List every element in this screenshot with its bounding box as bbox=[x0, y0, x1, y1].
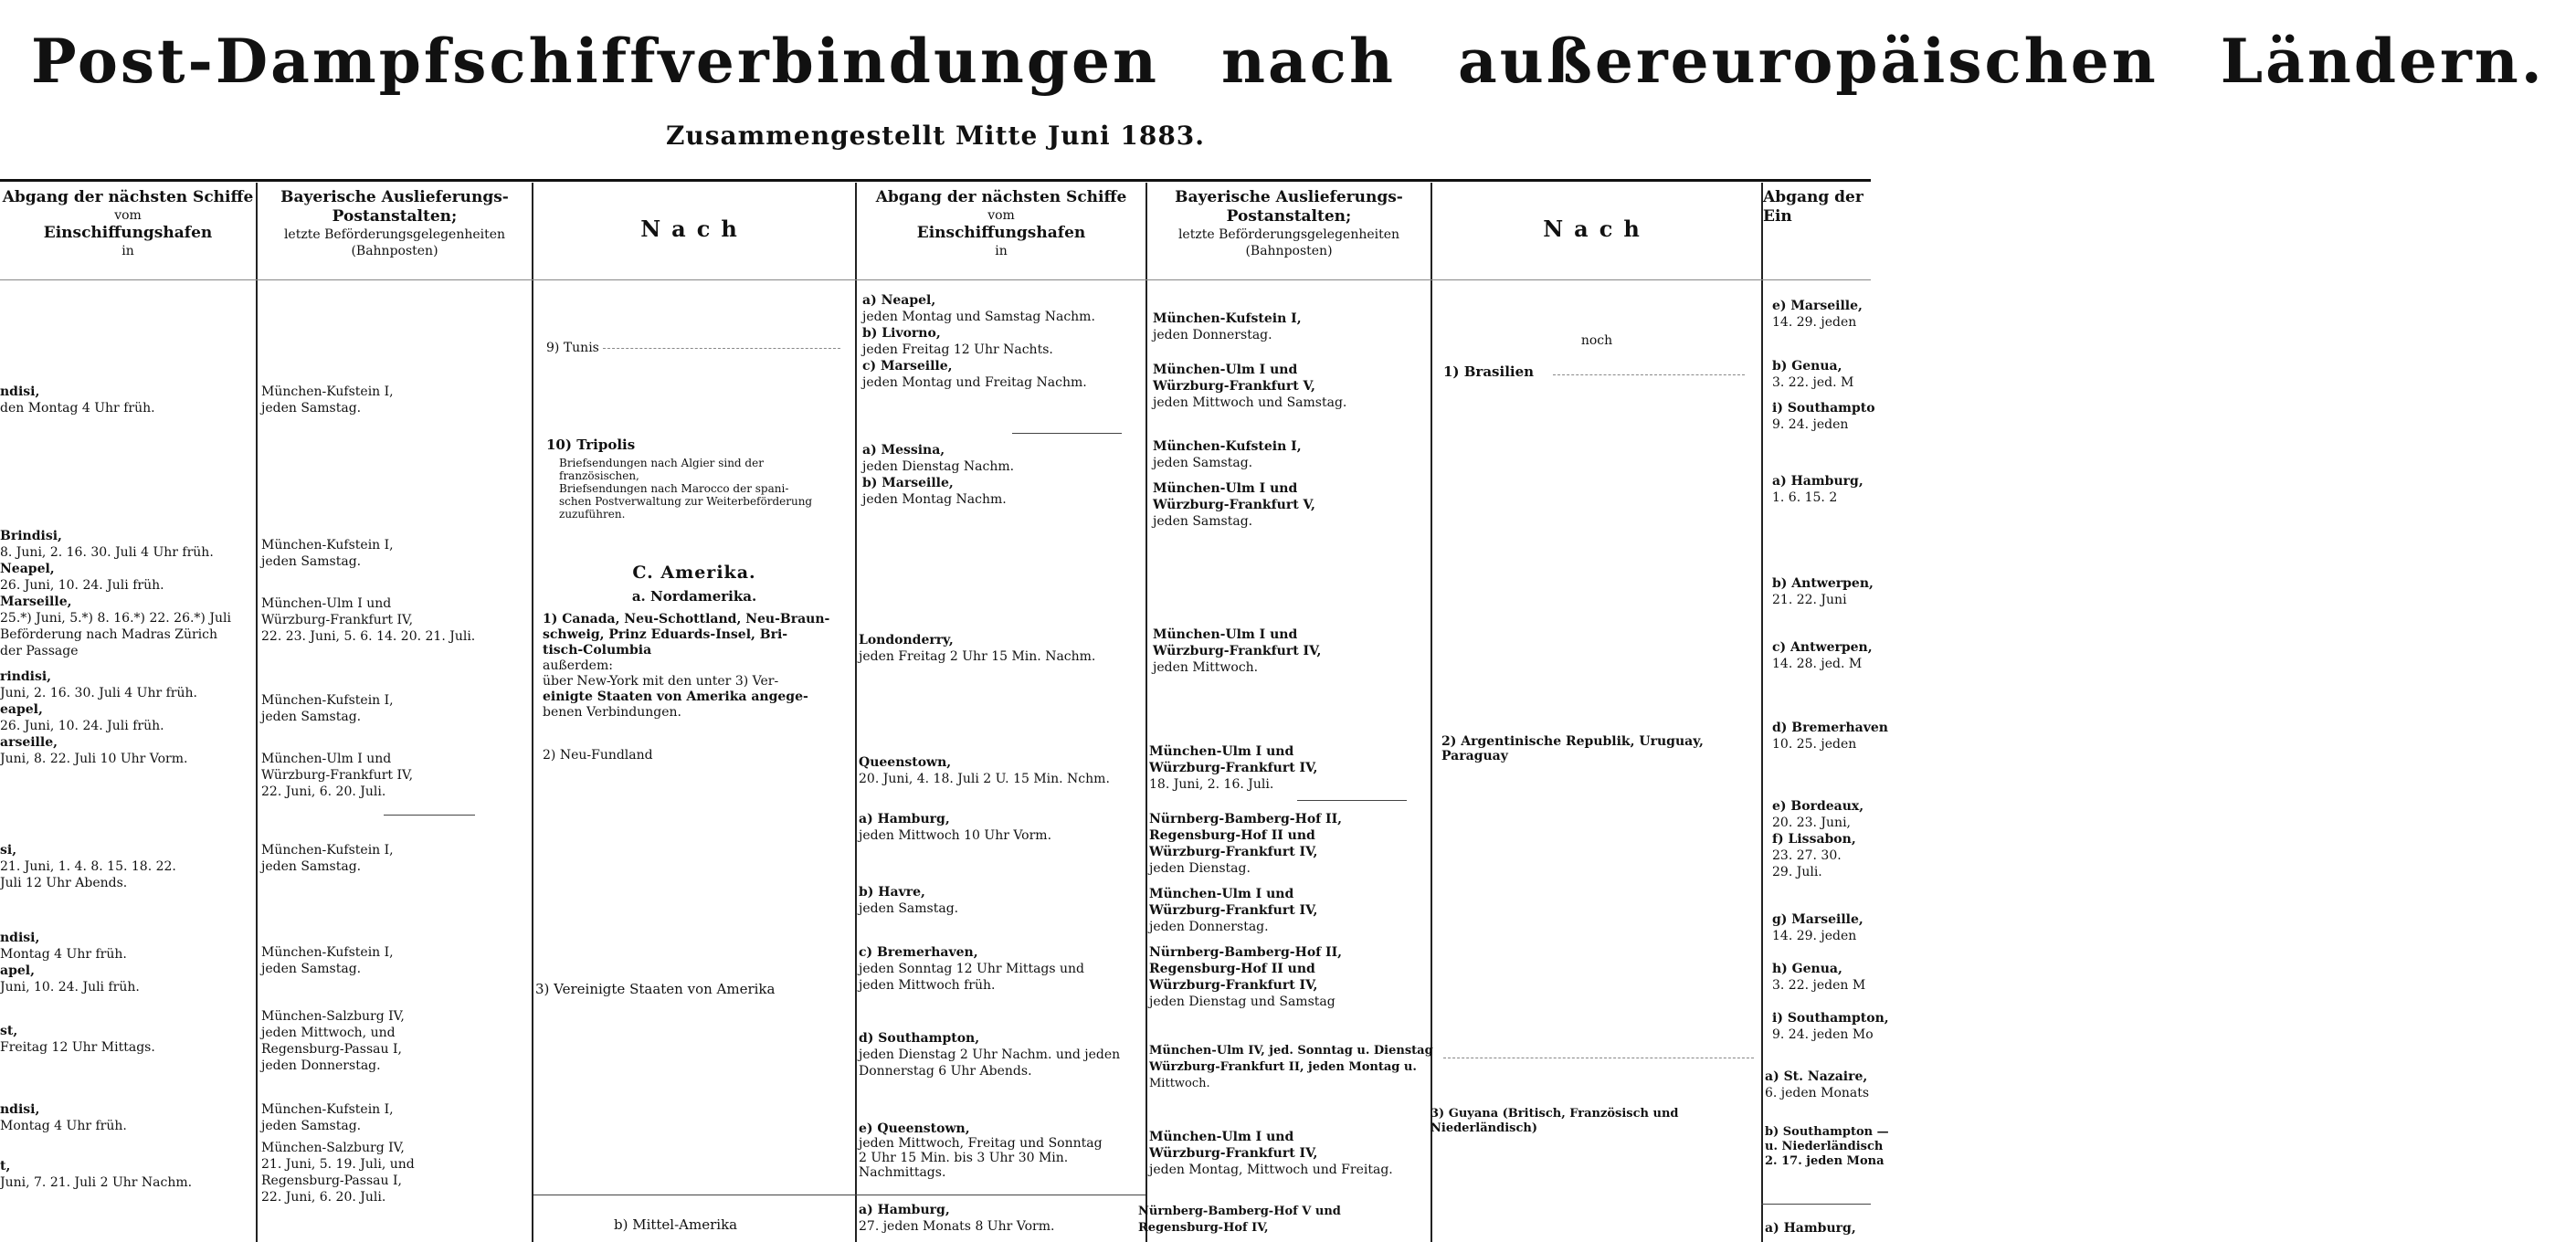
note-line: Briefsendungen nach Marocco der spani- bbox=[559, 482, 789, 495]
col2-line: jeden Samstag. bbox=[261, 859, 362, 874]
col7-line: a) St. Nazaire, bbox=[1765, 1069, 1868, 1084]
col2-line: München-Kufstein I, bbox=[261, 1102, 394, 1117]
col4-entry bbox=[859, 944, 1144, 994]
dest-mittel-amerika: b) Mittel-Amerika bbox=[614, 1216, 738, 1233]
col5-line: München-Kufstein I, bbox=[1153, 311, 1302, 326]
col7-line: h) Genua, bbox=[1772, 962, 1842, 976]
dest-neufundland: 2) Neu-Fundland bbox=[543, 748, 653, 763]
dest-guyana bbox=[1431, 1107, 1761, 1136]
col7-line: g) Marseille, bbox=[1772, 912, 1863, 927]
col4-line: 20. Juni, 4. 18. Juli 2 U. 15 Min. Nchm. bbox=[859, 772, 1110, 786]
col4-entry bbox=[862, 292, 1144, 391]
col7-line: 3. 22. jeden M bbox=[1772, 978, 1866, 993]
col7-entry bbox=[1772, 798, 1871, 880]
col4-line: e) Queenstown, bbox=[859, 1121, 970, 1136]
col7-line: b) Antwerpen, bbox=[1772, 576, 1874, 591]
col7-line: 1. 6. 15. 2 bbox=[1772, 490, 1838, 505]
col5-line: München-Ulm IV, jed. Sonntag u. Dienstag bbox=[1149, 1044, 1433, 1058]
guyana-line: Niederländisch) bbox=[1431, 1121, 1537, 1135]
col1-line: Juni, 2. 16. 30. Juli 4 Uhr früh. bbox=[0, 686, 197, 700]
col1-line: Montag 4 Uhr früh. bbox=[0, 947, 127, 962]
col2-line: München-Kufstein I, bbox=[261, 843, 394, 858]
col7-line: 6. jeden Monats bbox=[1765, 1086, 1870, 1100]
col2-line: jeden Mittwoch, und bbox=[261, 1026, 396, 1040]
column-rule bbox=[532, 183, 533, 1242]
col7-line: e) Bordeaux, bbox=[1772, 799, 1864, 814]
col7-entry bbox=[1772, 911, 1871, 944]
canada-line: schweig, Prinz Eduards-Insel, Bri- bbox=[543, 627, 788, 642]
col4-entry bbox=[859, 632, 1144, 665]
col4-line: jeden Samstag. bbox=[859, 901, 959, 916]
col7-entry bbox=[1765, 1125, 1889, 1169]
col2-line: Regensburg-Passau I, bbox=[261, 1174, 402, 1188]
col5-line: Würzburg-Frankfurt IV, bbox=[1149, 1146, 1318, 1161]
col4-line: Nachmittags. bbox=[859, 1165, 946, 1180]
col7-line: 9. 24. jeden bbox=[1772, 417, 1849, 432]
col1-line: Juni, 7. 21. Juli 2 Uhr Nachm. bbox=[0, 1175, 193, 1190]
subsection-nordamerika: a. Nordamerika. bbox=[631, 588, 757, 605]
col7-line: 29. Juli. bbox=[1772, 865, 1822, 879]
col7-line: d) Bremerhaven bbox=[1772, 721, 1888, 735]
col1-line: 26. Juni, 10. 24. Juli früh. bbox=[0, 719, 164, 733]
col7-line: 14. 29. jeden bbox=[1772, 929, 1857, 943]
col5-entry bbox=[1153, 310, 1429, 343]
col1-line: 26. Juni, 10. 24. Juli früh. bbox=[0, 578, 164, 593]
column-rule bbox=[1761, 183, 1763, 1242]
col1-entry bbox=[0, 1101, 254, 1134]
col5-line: Regensburg-Hof II und bbox=[1149, 962, 1315, 976]
col4-line: jeden Mittwoch früh. bbox=[859, 978, 996, 993]
col7-line: u. Niederländisch bbox=[1765, 1140, 1884, 1153]
leader-dots bbox=[1553, 374, 1745, 375]
col4-line: jeden Dienstag 2 Uhr Nachm. und jeden bbox=[859, 1047, 1121, 1062]
col4-line: a) Hamburg, bbox=[859, 812, 950, 826]
col4-line: c) Marseille, bbox=[862, 359, 953, 374]
col4-line: a) Hamburg, bbox=[859, 1203, 950, 1217]
col2-entry bbox=[261, 692, 528, 725]
dest-tripolis bbox=[546, 437, 848, 453]
col4-line: 27. jeden Monats 8 Uhr Vorm. bbox=[859, 1219, 1055, 1234]
col5-line: jeden Montag, Mittwoch und Freitag. bbox=[1149, 1163, 1393, 1177]
col5-line: Würzburg-Frankfurt IV, bbox=[1149, 978, 1318, 993]
col5-line: München-Ulm I und bbox=[1153, 363, 1298, 377]
col1-line: ndisi, bbox=[0, 931, 40, 945]
dest-brasilien-label: 1) Brasilien bbox=[1443, 363, 1535, 380]
dest-tunis: 9) Tunis bbox=[546, 341, 599, 355]
col5-line: Regensburg-Hof IV, bbox=[1138, 1221, 1269, 1235]
col2-entry bbox=[261, 751, 528, 800]
col5-line: München-Ulm I und bbox=[1153, 481, 1298, 496]
leader-dots bbox=[603, 348, 840, 349]
col7-line: 14. 29. jeden bbox=[1772, 315, 1857, 330]
col1-line: Brindisi, bbox=[0, 529, 62, 543]
col-header-abgang-mid bbox=[857, 188, 1145, 259]
col5-line: jeden Dienstag. bbox=[1149, 861, 1251, 876]
col-header-post-left bbox=[258, 188, 532, 259]
col7-line: 21. 22. Juni bbox=[1772, 593, 1847, 607]
col5-line: jeden Samstag. bbox=[1153, 514, 1253, 529]
col5-line: Würzburg-Frankfurt IV, bbox=[1149, 761, 1318, 775]
col2-line: jeden Samstag. bbox=[261, 554, 362, 569]
col7-entry bbox=[1765, 1068, 1871, 1101]
col7-entry bbox=[1772, 473, 1871, 506]
col1-line: rindisi, bbox=[0, 669, 52, 684]
col2-line: 22. 23. Juni, 5. 6. 14. 20. 21. Juli. bbox=[261, 629, 476, 644]
col5-line: jeden Mittwoch und Samstag. bbox=[1153, 395, 1347, 410]
col7-line: a) Hamburg, bbox=[1765, 1221, 1856, 1236]
col7-line: 10. 25. jeden bbox=[1772, 737, 1857, 752]
col2-entry bbox=[261, 1140, 528, 1205]
col7-line: 20. 23. Juni, bbox=[1772, 816, 1852, 830]
col5-line: Würzburg-Frankfurt IV, bbox=[1153, 644, 1322, 658]
col7-line: 3. 22. jed. M bbox=[1772, 375, 1854, 390]
col-header-abgang-left bbox=[0, 188, 256, 259]
divider bbox=[384, 815, 475, 816]
col7-entry bbox=[1772, 575, 1874, 608]
col4-entry bbox=[859, 754, 1144, 787]
col7-line: 23. 27. 30. bbox=[1772, 848, 1842, 863]
col2-line: München-Salzburg IV, bbox=[261, 1009, 405, 1024]
col5-entry bbox=[1153, 480, 1429, 530]
col1-line: t, bbox=[0, 1159, 11, 1174]
col1-entry bbox=[0, 668, 254, 767]
dest-argentinien bbox=[1441, 734, 1761, 763]
col5-line: jeden Dienstag und Samstag bbox=[1149, 995, 1336, 1009]
col7-entry bbox=[1772, 400, 1875, 433]
hdr-abgang-1: Abgang der nächsten Schiffe bbox=[875, 188, 1127, 206]
col5-entry bbox=[1153, 362, 1429, 411]
canada-line: außerdem: bbox=[543, 658, 613, 673]
title-word-3: außereuropäischen bbox=[1457, 26, 2159, 97]
col1-line: den Montag 4 Uhr früh. bbox=[0, 401, 155, 416]
col5-line: München-Ulm I und bbox=[1149, 887, 1294, 901]
col5-line: jeden Samstag. bbox=[1153, 456, 1253, 470]
col4-line: jeden Montag und Samstag Nachm. bbox=[862, 310, 1095, 324]
col2-line: München-Kufstein I, bbox=[261, 538, 394, 553]
hdr-post-4: (Bahnposten) bbox=[1245, 244, 1333, 258]
col7-entry bbox=[1772, 1010, 1889, 1043]
col4-line: a) Neapel, bbox=[862, 293, 936, 308]
col2-line: jeden Samstag. bbox=[261, 710, 362, 724]
col7-entry bbox=[1772, 961, 1871, 994]
col4-line: c) Bremerhaven, bbox=[859, 945, 978, 960]
col1-line: Juni, 10. 24. Juli früh. bbox=[0, 980, 140, 995]
col1-line: Neapel, bbox=[0, 562, 55, 576]
col2-line: jeden Donnerstag. bbox=[261, 1058, 381, 1073]
col4-entry bbox=[859, 1030, 1144, 1079]
col4-line: Londonderry, bbox=[859, 633, 954, 647]
col1-line: Marseille, bbox=[0, 595, 72, 609]
hdr-right-2: Ein bbox=[1763, 207, 1792, 226]
title-word-2: nach bbox=[1221, 26, 1396, 97]
col2-line: München-Ulm I und bbox=[261, 596, 392, 611]
col5-line: Nürnberg-Bamberg-Hof II, bbox=[1149, 812, 1343, 826]
col5-entry bbox=[1153, 438, 1429, 471]
col1-line: 21. Juni, 1. 4. 8. 15. 18. 22. bbox=[0, 859, 176, 874]
col4-line: b) Havre, bbox=[859, 885, 925, 900]
col5-line: Würzburg-Frankfurt IV, bbox=[1149, 845, 1318, 859]
col1-line: ndisi, bbox=[0, 384, 40, 399]
hdr-post-1: Bayerische Auslieferungs- bbox=[280, 188, 509, 206]
col5-entry bbox=[1149, 1043, 1433, 1092]
hdr-right-1: Abgang der bbox=[1763, 188, 1863, 206]
canada-line: über New-York mit den unter 3) Ver- bbox=[543, 674, 779, 689]
col4-line: jeden Dienstag Nachm. bbox=[862, 459, 1015, 474]
page-subtitle: Zusammengestellt Mitte Juni 1883. bbox=[665, 121, 1206, 151]
hdr-post-2: Postanstalten; bbox=[1226, 207, 1352, 226]
col5-line: Würzburg-Frankfurt IV, bbox=[1149, 903, 1318, 918]
col1-line: arseille, bbox=[0, 735, 58, 750]
col5-line: jeden Donnerstag. bbox=[1153, 328, 1272, 342]
col5-line: Nürnberg-Bamberg-Hof II, bbox=[1149, 945, 1343, 960]
col5-line: Mittwoch. bbox=[1149, 1077, 1210, 1090]
col2-entry bbox=[261, 1008, 528, 1074]
col5-line: Würzburg-Frankfurt V, bbox=[1153, 379, 1315, 394]
column-rule bbox=[855, 183, 857, 1242]
col-header-nach-left: Nach bbox=[640, 216, 748, 242]
col5-line: 18. Juni, 2. 16. Juli. bbox=[1149, 777, 1274, 792]
col2-line: 22. Juni, 6. 20. Juli. bbox=[261, 784, 386, 799]
col4-entry bbox=[859, 1121, 1144, 1180]
col5-line: jeden Donnerstag. bbox=[1149, 920, 1269, 934]
divider bbox=[1012, 433, 1122, 434]
dest-brasilien bbox=[1443, 363, 1754, 380]
col4-line: jeden Montag Nachm. bbox=[862, 492, 1007, 507]
col5-line: jeden Mittwoch. bbox=[1153, 660, 1259, 675]
hdr-abgang-3: Einschiffungshafen bbox=[43, 224, 213, 242]
canada-line: einigte Staaten von Amerika angege- bbox=[543, 689, 808, 704]
col7-line: i) Southampton, bbox=[1772, 1011, 1889, 1026]
col1-line: si, bbox=[0, 843, 17, 858]
section-amerika: C. Amerika. bbox=[632, 563, 756, 583]
col5-entry bbox=[1149, 811, 1429, 877]
col1-line: 25.*) Juni, 5.*) 8. 16.*) 22. 26.*) Juli bbox=[0, 611, 231, 626]
col2-line: München-Salzburg IV, bbox=[261, 1141, 405, 1155]
col7-line: 2. 17. jeden Mona bbox=[1765, 1154, 1884, 1168]
col2-line: jeden Samstag. bbox=[261, 1119, 362, 1133]
hdr-abgang-1: Abgang der nächsten Schiffe bbox=[2, 188, 254, 206]
col4-line: jeden Sonntag 12 Uhr Mittags und bbox=[859, 962, 1085, 976]
col5-line: Nürnberg-Bamberg-Hof V und bbox=[1138, 1205, 1341, 1218]
col4-line: b) Livorno, bbox=[862, 326, 941, 341]
title-word-1: Post-Dampfschiffverbindungen bbox=[31, 26, 1160, 97]
col7-line: c) Antwerpen, bbox=[1772, 640, 1873, 655]
col1-line: 8. Juni, 2. 16. 30. Juli 4 Uhr früh. bbox=[0, 545, 214, 560]
col2-line: München-Ulm I und bbox=[261, 752, 392, 766]
col1-line: Beförderung nach Madras Zürich bbox=[0, 627, 218, 642]
col7-line: f) Lissabon, bbox=[1772, 832, 1856, 847]
col5-line: Regensburg-Hof II und bbox=[1149, 828, 1315, 843]
col1-line: Montag 4 Uhr früh. bbox=[0, 1119, 127, 1133]
col7-entry bbox=[1772, 639, 1871, 672]
col1-line: eapel, bbox=[0, 702, 43, 717]
col5-entry bbox=[1153, 626, 1429, 676]
col4-entry bbox=[859, 811, 1144, 844]
column-rule bbox=[1145, 183, 1147, 1242]
col5-line: Würzburg-Frankfurt II, jeden Montag u. bbox=[1149, 1060, 1417, 1074]
col1-line: st, bbox=[0, 1024, 18, 1038]
col4-line: jeden Freitag 12 Uhr Nachts. bbox=[862, 342, 1053, 357]
col2-line: Würzburg-Frankfurt IV, bbox=[261, 768, 414, 783]
col1-line: der Passage bbox=[0, 644, 79, 658]
col5-line: München-Ulm I und bbox=[1149, 1130, 1294, 1144]
col5-entry bbox=[1149, 886, 1429, 935]
col1-line: Juni, 8. 22. Juli 10 Uhr Vorm. bbox=[0, 752, 188, 766]
col2-entry bbox=[261, 595, 528, 645]
col2-line: München-Kufstein I, bbox=[261, 384, 394, 399]
col5-entry bbox=[1149, 1129, 1429, 1178]
divider bbox=[1761, 1204, 1871, 1205]
note-line: französischen, bbox=[559, 469, 639, 482]
col7-line: i) Southampto bbox=[1772, 401, 1875, 416]
header-bottom-rule bbox=[0, 279, 1871, 280]
col5-entry bbox=[1149, 743, 1429, 793]
note-line: Briefsendungen nach Algier sind der bbox=[559, 457, 764, 469]
argentinien-line: 2) Argentinische Republik, Uruguay, bbox=[1441, 734, 1704, 749]
col7-line: b) Southampton — bbox=[1765, 1125, 1889, 1139]
col1-entry bbox=[0, 528, 254, 659]
col5-entry bbox=[1149, 944, 1429, 1010]
canada-line: tisch-Columbia bbox=[543, 643, 652, 658]
col2-line: 22. Juni, 6. 20. Juli. bbox=[261, 1190, 386, 1205]
hdr-abgang-3: Einschiffungshafen bbox=[916, 224, 1086, 242]
col5-entry bbox=[1138, 1204, 1429, 1237]
hdr-post-3: letzte Beförderungsgelegenheiten bbox=[1177, 227, 1400, 242]
col4-line: jeden Freitag 2 Uhr 15 Min. Nachm. bbox=[859, 649, 1096, 664]
col4-entry bbox=[862, 442, 1144, 508]
tripolis-note bbox=[559, 457, 848, 521]
col4-line: b) Marseille, bbox=[862, 476, 954, 490]
col5-line: Würzburg-Frankfurt V, bbox=[1153, 498, 1315, 512]
col2-entry bbox=[261, 1101, 528, 1134]
col7-line: a) Hamburg, bbox=[1772, 474, 1863, 489]
hdr-post-4: (Bahnposten) bbox=[351, 244, 438, 258]
col1-entry bbox=[0, 930, 254, 995]
col1-entry bbox=[0, 384, 254, 416]
col1-line: Freitag 12 Uhr Mittags. bbox=[0, 1040, 155, 1055]
col5-line: München-Kufstein I, bbox=[1153, 439, 1302, 454]
col2-line: jeden Samstag. bbox=[261, 401, 362, 416]
divider bbox=[1297, 800, 1407, 801]
col4-line: jeden Mittwoch, Freitag und Sonntag bbox=[859, 1136, 1103, 1151]
dest-canada bbox=[543, 612, 850, 721]
col-header-abgang-right bbox=[1763, 188, 1927, 226]
hdr-abgang-2: vom bbox=[114, 208, 142, 223]
hdr-abgang-4: in bbox=[995, 244, 1008, 258]
col-header-post-mid bbox=[1147, 188, 1431, 259]
col4-line: Donnerstag 6 Uhr Abends. bbox=[859, 1064, 1032, 1079]
col4-entry bbox=[859, 1202, 1144, 1235]
col2-entry bbox=[261, 842, 528, 875]
argentinien-line: Paraguay bbox=[1441, 749, 1508, 763]
col4-entry bbox=[859, 884, 1144, 917]
col2-line: Würzburg-Frankfurt IV, bbox=[261, 613, 414, 627]
col4-line: jeden Montag und Freitag Nachm. bbox=[862, 375, 1087, 390]
col2-line: München-Kufstein I, bbox=[261, 693, 394, 708]
col4-line: Queenstown, bbox=[859, 755, 952, 770]
title-word-4: Ländern. bbox=[2220, 26, 2545, 97]
col7-entry bbox=[1772, 358, 1871, 391]
hdr-post-2: Postanstalten; bbox=[332, 207, 458, 226]
label-noch: noch bbox=[1580, 333, 1613, 348]
canada-line: benen Verbindungen. bbox=[543, 705, 681, 720]
hdr-post-1: Bayerische Auslieferungs- bbox=[1175, 188, 1403, 206]
col2-line: München-Kufstein I, bbox=[261, 945, 394, 960]
col1-entry bbox=[0, 842, 254, 891]
col7-entry bbox=[1772, 298, 1871, 331]
dest-tripolis-label: 10) Tripolis bbox=[546, 437, 636, 453]
col2-line: 21. Juni, 5. 19. Juli, und bbox=[261, 1157, 415, 1172]
col4-line: jeden Mittwoch 10 Uhr Vorm. bbox=[859, 828, 1052, 843]
col5-line: München-Ulm I und bbox=[1153, 627, 1298, 642]
guyana-line: 3) Guyana (Britisch, Französisch und bbox=[1431, 1107, 1679, 1121]
col1-line: ndisi, bbox=[0, 1102, 40, 1117]
col4-line: 2 Uhr 15 Min. bis 3 Uhr 30 Min. bbox=[859, 1151, 1069, 1165]
col7-line: b) Genua, bbox=[1772, 359, 1842, 374]
hdr-abgang-4: in bbox=[121, 244, 134, 258]
hdr-abgang-2: vom bbox=[987, 208, 1015, 223]
col2-entry bbox=[261, 384, 528, 416]
col7-entry bbox=[1772, 720, 1888, 753]
col7-entry bbox=[1765, 1220, 1871, 1237]
col7-line: 14. 28. jed. M bbox=[1772, 657, 1863, 671]
col4-line: a) Messina, bbox=[862, 443, 945, 458]
col7-line: e) Marseille, bbox=[1772, 299, 1863, 313]
header-rule bbox=[0, 179, 1871, 182]
note-line: zuzuführen. bbox=[559, 508, 626, 521]
col1-entry bbox=[0, 1023, 254, 1056]
col1-line: apel, bbox=[0, 963, 35, 978]
col-header-nach-right: Nach bbox=[1543, 216, 1651, 242]
col1-line: Juli 12 Uhr Abends. bbox=[0, 876, 128, 890]
column-rule bbox=[256, 183, 258, 1242]
dest-usa: 3) Vereinigte Staaten von Amerika bbox=[535, 981, 776, 997]
col2-line: jeden Samstag. bbox=[261, 962, 362, 976]
note-line: schen Postverwaltung zur Weiterbeförderung bbox=[559, 495, 813, 508]
col4-line: d) Southampton, bbox=[859, 1031, 980, 1046]
col7-line: 9. 24. jeden Mo bbox=[1772, 1027, 1874, 1042]
col1-entry bbox=[0, 1158, 254, 1191]
col5-line: München-Ulm I und bbox=[1149, 744, 1294, 759]
col2-line: Regensburg-Passau I, bbox=[261, 1042, 402, 1057]
col2-entry bbox=[261, 537, 528, 570]
canada-line: 1) Canada, Neu-Schottland, Neu-Braun- bbox=[543, 612, 830, 626]
col2-entry bbox=[261, 944, 528, 977]
hdr-post-3: letzte Beförderungsgelegenheiten bbox=[283, 227, 506, 242]
page-title bbox=[0, 26, 2545, 97]
